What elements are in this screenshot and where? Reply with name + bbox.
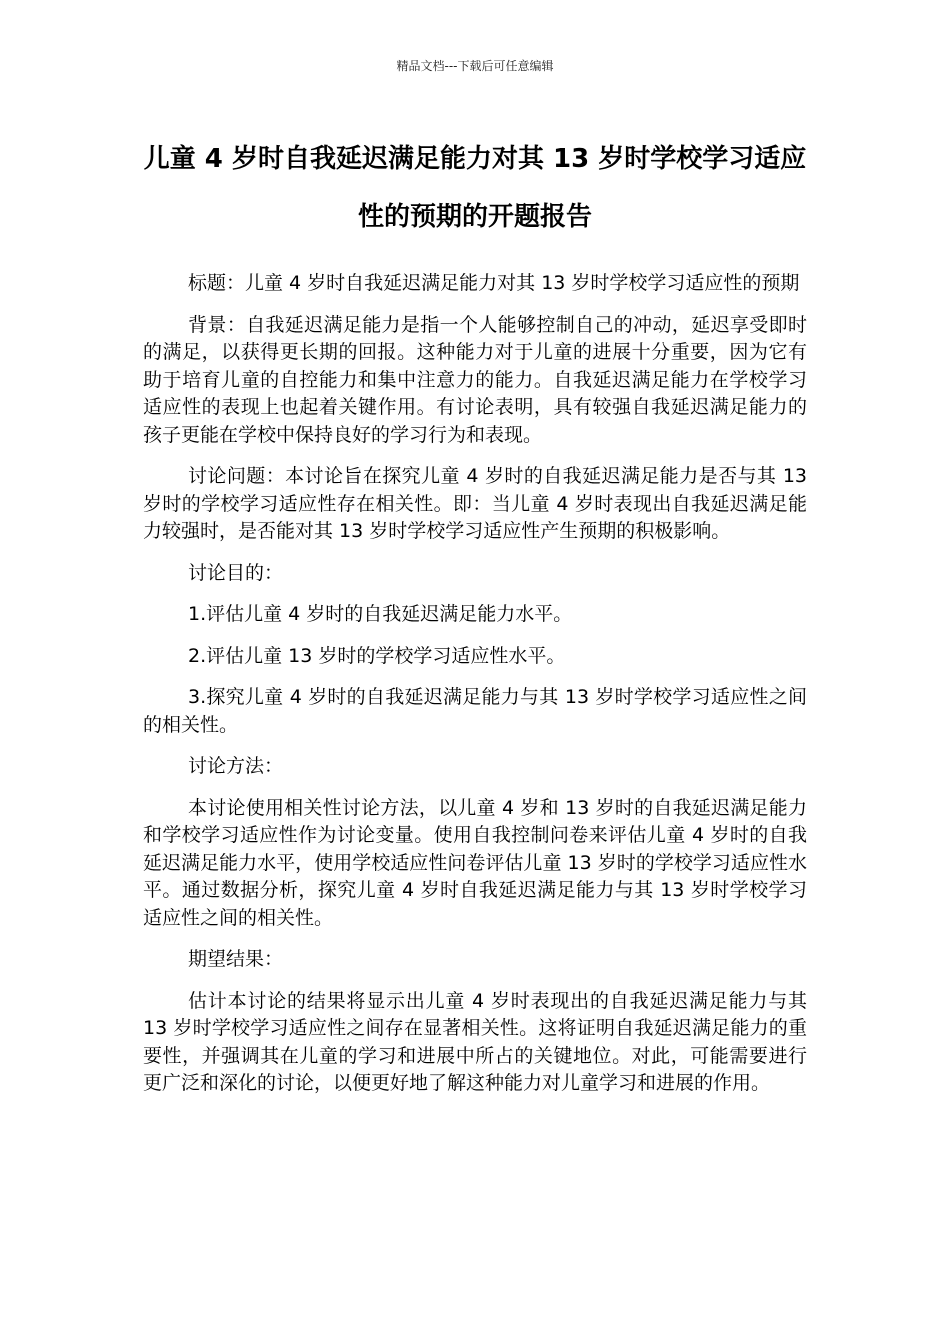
document-body — [143, 270, 807, 1112]
heading-expected-results: 期望结果： — [188, 948, 284, 970]
purpose-item-3: 3.探究儿童 4 岁时的自我延迟满足能力与其 13 岁时学校学习适应性之间的相关性。 — [143, 686, 807, 736]
page-header: 精品文档---下载后可任意编辑 — [396, 59, 554, 73]
heading-research-method: 讨论方法： — [188, 755, 284, 777]
heading-research-purpose: 讨论目的： — [188, 561, 284, 584]
paragraph-topic: 标题：儿童 4 岁时自我延迟满足能力对其 13 岁时学校学习适应性的预期 — [188, 272, 800, 294]
paragraph-expected-results: 估计本讨论的结果将显示出儿童 4 岁时表现出的自我延迟满足能力与其 13 岁时学校学习适应性之间存在显著相关性。这将证明自我延迟满足能力的重要性，并强调其在儿童的学习和进展中所占的关键地位。对此，可能需要进行更广泛和深化的讨论，以便更好地了解这种能力对儿童学习和进展的作用。 — [143, 989, 807, 1094]
purpose-item-1: 1.评估儿童 4 岁时的自我延迟满足能力水平。 — [188, 603, 573, 625]
paragraph-method: 本讨论使用相关性讨论方法，以儿童 4 岁和 13 岁时的自我延迟满足能力和学校学习适应性作为讨论变量。使用自我控制问卷来评估儿童 4 岁时的自我延迟满足能力水平，使用学校适应性问卷评估儿童 13 岁时的学校学习适应性水平。通过数据分析，探究儿童 4 岁时自我延迟满足能力与其 13 岁时学校学习适应性之间的相关性。 — [143, 796, 807, 929]
paragraph-background: 背景：自我延迟满足能力是指一个人能够控制自己的冲动，延迟享受即时的满足，以获得更长期的回报。这种能力对于儿童的进展十分重要，因为它有助于培育儿童的自控能力和集中注意力的能力。自我延迟满足能力在学校学习适应性的表现上也起着关键作用。有讨论表明，具有较强自我延迟满足能力的孩子更能在学校中保持良好的学习行为和表现。 — [143, 313, 807, 446]
purpose-item-2: 2.评估儿童 13 岁时的学校学习适应性水平。 — [188, 644, 566, 667]
document-title: 儿童 4 岁时自我延迟满足能力对其 13 岁时学校学习适应性的预期的开题报告 — [143, 144, 807, 232]
paragraph-research-question: 讨论问题：本讨论旨在探究儿童 4 岁时的自我延迟满足能力是否与其 13 岁时的学校学习适应性存在相关性。即：当儿童 4 岁时表现出自我延迟满足能力较强时，是否能对其 13 岁时学校学习适应性产生预期的积极影响。 — [143, 465, 807, 542]
